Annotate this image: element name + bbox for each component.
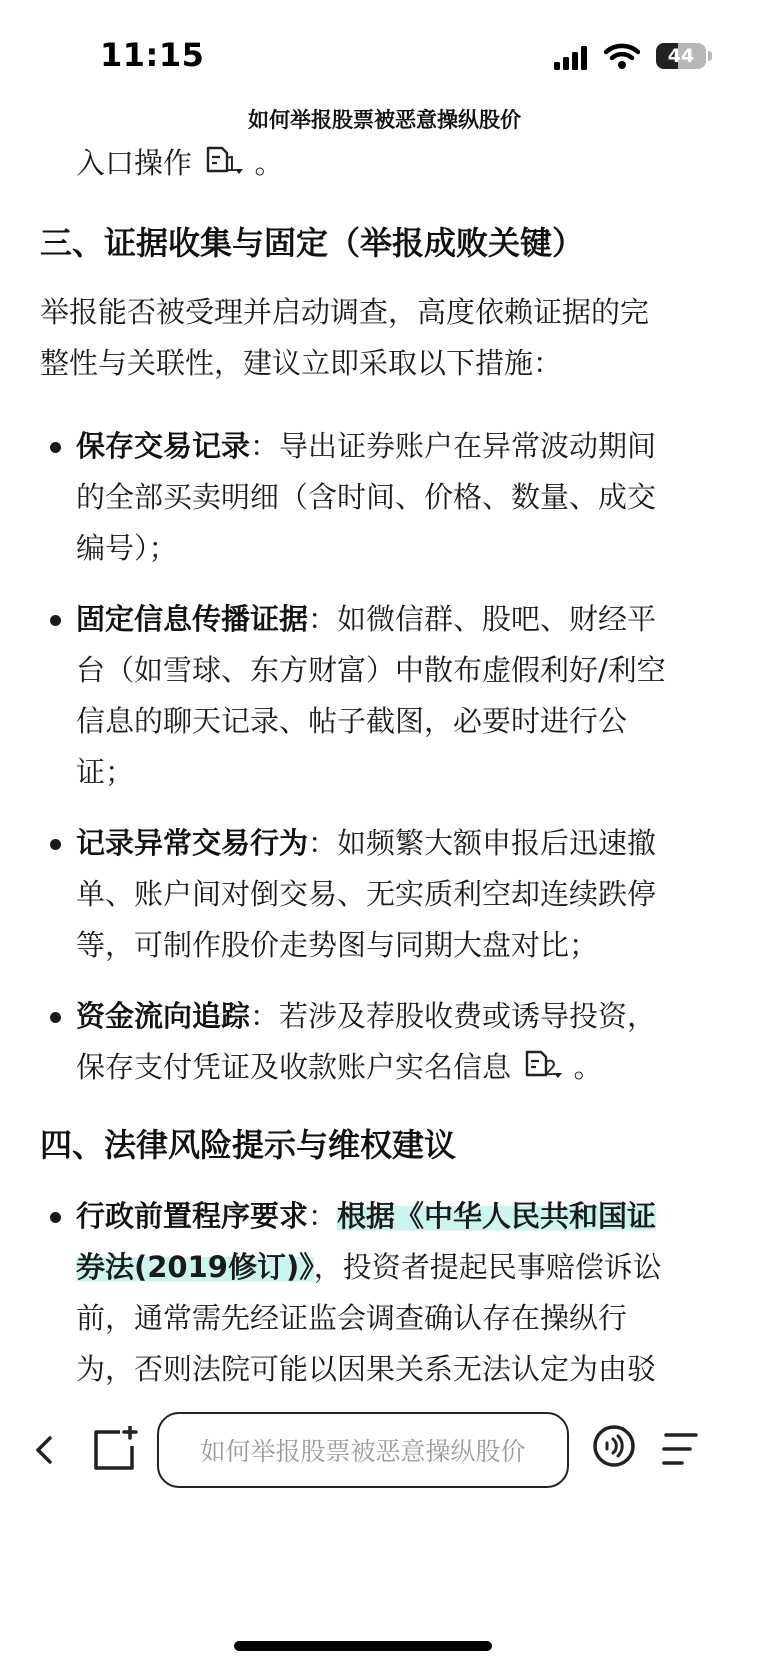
list-item: 固定信息传播证据：如微信群、股吧、财经平 台（如雪球、东方财富）中散布虚假利好/利空 信息的聊天记录、帖子截图，必要时进行公 证； — [40, 594, 730, 798]
answer-content — [40, 138, 730, 1446]
cellular-signal-icon — [554, 46, 590, 70]
search-input[interactable]: 如何举报股票被恶意操纵股价 — [157, 1412, 569, 1488]
page-title: 如何举报股票被恶意操纵股价 — [248, 108, 521, 132]
list-item: 保存交易记录：导出证券账户在异常波动期间 的全部买卖明细（含时间、价格、数量、成交 编号）； — [40, 421, 730, 574]
top-line: 入口操作 1 。 — [76, 146, 284, 180]
back-icon[interactable] — [28, 1432, 64, 1468]
citation-number: 1 — [225, 152, 238, 176]
list-item: 记录异常交易行为：如频繁大额申报后迅速撤 单、账户间对倒交易、无实质利空却连续跌停 等，可制作股价走势图与同期大盘对比； — [40, 818, 730, 971]
citation-icon[interactable] — [524, 1049, 564, 1083]
battery-level: 44 — [667, 45, 695, 67]
highlighted-law-reference[interactable]: 根据《中华人民共和国证 — [337, 1199, 657, 1233]
bottom-toolbar — [0, 1398, 769, 1508]
citation-number: 2 — [544, 1056, 557, 1080]
voice-icon[interactable] — [592, 1424, 636, 1468]
section-heading-evidence: 三、证据收集与固定（举报成败关键） — [40, 224, 585, 262]
citation-icon[interactable] — [205, 145, 245, 179]
section-intro: 举报能否被受理并启动调查，高度依赖证据的完 整性与关联性，建议立即采取以下措施： — [40, 295, 650, 380]
highlighted-law-reference[interactable]: 券法(2019修订)》 — [76, 1250, 314, 1284]
top-line-text: 入口操作 — [76, 146, 193, 180]
home-indicator[interactable] — [234, 1641, 492, 1651]
evidence-list — [40, 421, 730, 1093]
status-time: 11:15 — [100, 36, 205, 74]
list-item: 行政前置程序要求：根据《中华人民共和国证 券法(2019修订)》，投资者提起民事赔偿诉讼 前，通常需先经证监会调查确认存在操纵行 为，否则法院可能以因果关系无法认定为由驳 — [40, 1191, 730, 1446]
status-bar — [0, 0, 769, 110]
battery-icon — [656, 43, 706, 69]
list-item: 资金流向追踪：若涉及荐股收费或诱导投资， 保存支付凭证及收款账户实名信息 2 。 — [40, 991, 730, 1093]
menu-icon[interactable] — [660, 1431, 700, 1467]
battery-tip — [708, 51, 712, 61]
section-heading-legal: 四、法律风险提示与维权建议 — [40, 1126, 457, 1164]
edit-icon[interactable] — [90, 1426, 138, 1474]
wifi-icon — [604, 42, 640, 70]
